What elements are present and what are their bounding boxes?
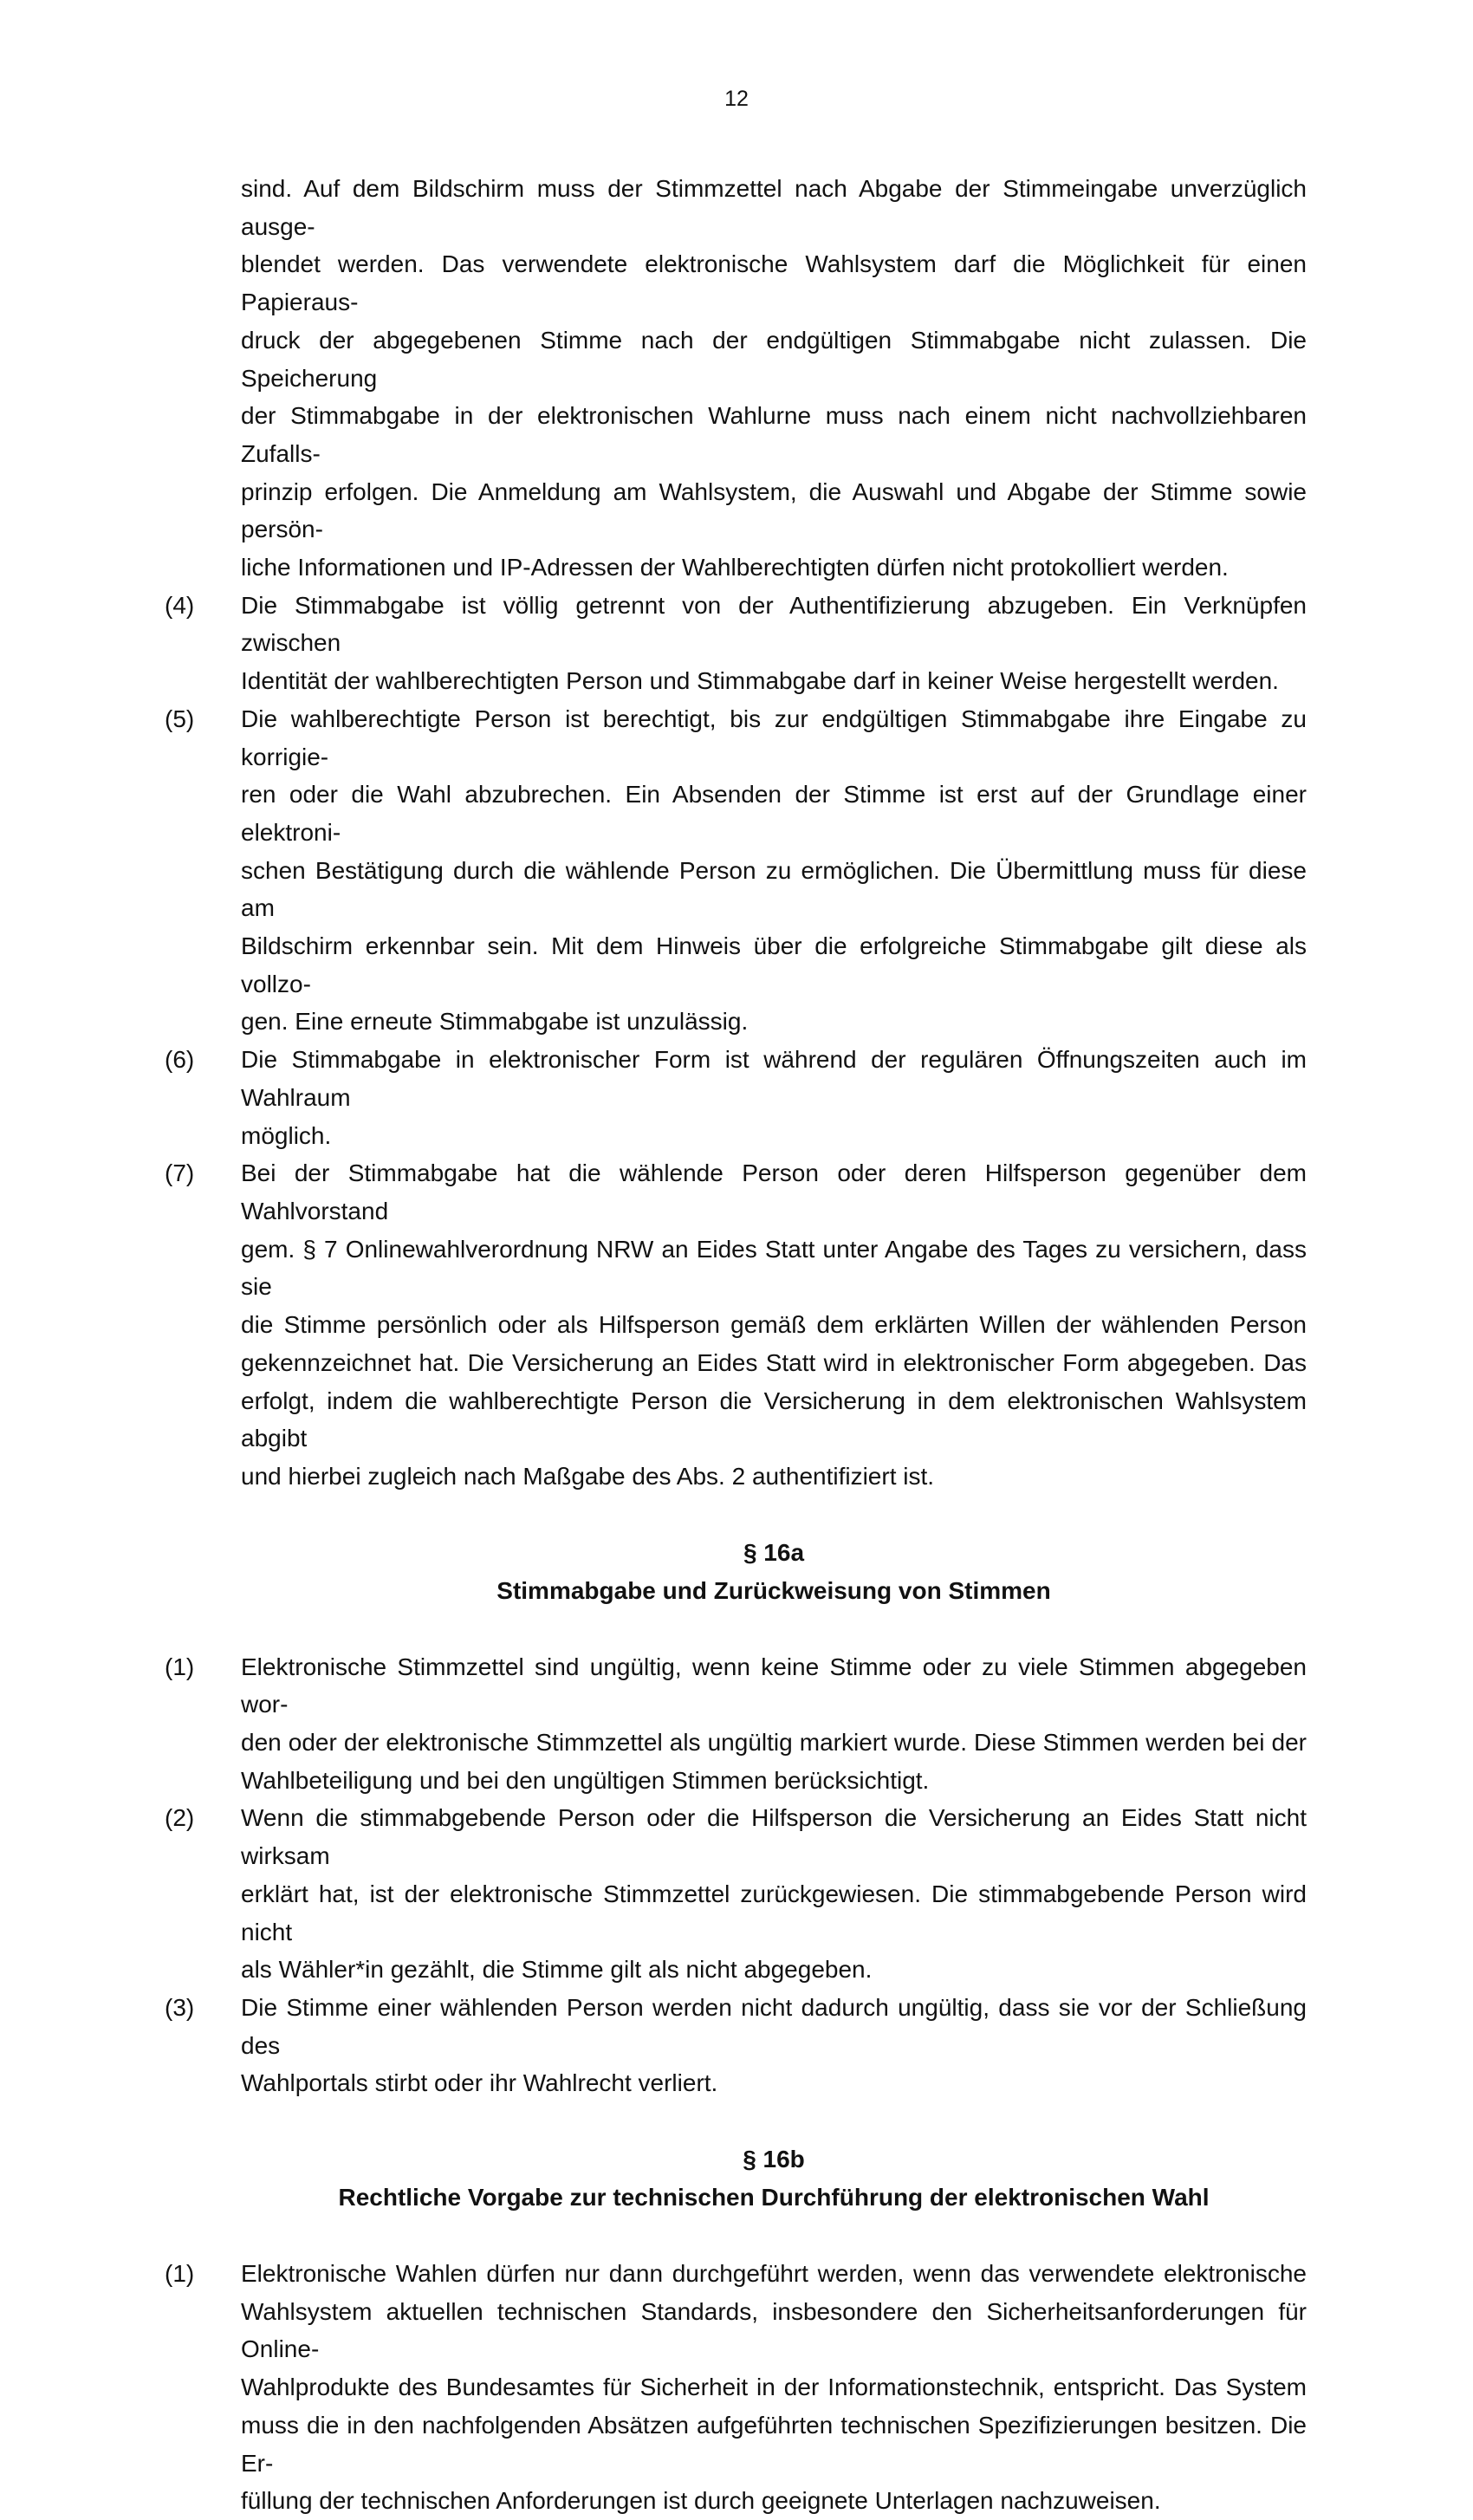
text-line: druck der abgegebenen Stimme nach der endgültigen Stimmabgabe nicht zulassen. Die Speicherung	[241, 326, 1307, 392]
text-line: der Stimmabgabe in der elektronischen Wahlurne muss nach einem nicht nachvollziehbaren Zufalls-	[241, 402, 1307, 467]
section-16a-number: § 16a	[743, 1538, 805, 1566]
text-line: Die Stimme einer wählenden Person werden nicht dadurch ungültig, dass sie vor der Schließung des	[241, 1993, 1307, 2059]
section-16b-paragraph-1	[165, 2255, 1307, 2520]
section-16a-paragraph-1	[165, 1648, 1307, 1800]
text-line: Identität der wahlberechtigten Person und Stimmabgabe darf in keiner Weise hergestellt werden.	[241, 667, 1279, 695]
paragraph-number: (4)	[165, 591, 195, 619]
text-line: Bei der Stimmabgabe hat die wählende Person oder deren Hilfsperson gegenüber dem Wahlvorstand	[241, 1159, 1307, 1224]
paragraph-number: (6)	[165, 1046, 195, 1074]
paragraph-5	[165, 700, 1307, 1041]
paragraph-number: (1)	[165, 2260, 195, 2288]
text-line: liche Informationen und IP-Adressen der Wahlberechtigten dürfen nicht protokolliert werden.	[241, 554, 1229, 581]
paragraph-6	[165, 1041, 1307, 1154]
text-line: Die Stimmabgabe ist völlig getrennt von der Authentifizierung abzugeben. Ein Verknüpfen zwischen	[241, 591, 1307, 657]
text-line: schen Bestätigung durch die wählende Person zu ermöglichen. Die Übermittlung muss für diese am	[241, 856, 1307, 922]
paragraph-number: (7)	[165, 1159, 195, 1187]
section-16a-paragraph-2	[165, 1799, 1307, 1989]
paragraph-text	[241, 170, 1307, 587]
section-16a-paragraph-3	[165, 1989, 1307, 2102]
paragraph-text	[241, 1799, 1307, 1989]
paragraph-4	[165, 587, 1307, 700]
text-line: sind. Auf dem Bildschirm muss der Stimmzettel nach Abgabe der Stimmeingabe unverzüglich ausge-	[241, 175, 1307, 240]
paragraph-number: (1)	[165, 1653, 195, 1680]
paragraph-number: (2)	[165, 1804, 195, 1832]
page-number: 12	[724, 87, 749, 111]
text-line: Wahlportals stirbt oder ihr Wahlrecht verliert.	[241, 2069, 718, 2097]
text-line: erfolgt, indem die wahlberechtigte Person die Versicherung in dem elektronischen Wahlsystem abgibt	[241, 1387, 1307, 1452]
paragraph-number: (5)	[165, 705, 195, 732]
text-line: Elektronische Wahlen dürfen nur dann durchgeführt werden, wenn das verwendete elektronische	[241, 2260, 1307, 2288]
text-line: gen. Eine erneute Stimmabgabe ist unzulässig.	[241, 1008, 749, 1036]
text-line: Die Stimmabgabe in elektronischer Form ist während der regulären Öffnungszeiten auch im Wahlraum	[241, 1046, 1307, 1111]
text-line: muss die in den nachfolgenden Absätzen aufgeführten technischen Spezifizierungen besitzen. Die Er-	[241, 2411, 1307, 2477]
text-line: blendet werden. Das verwendete elektronische Wahlsystem darf die Möglichkeit für einen Papieraus-	[241, 250, 1307, 316]
text-line: gem. § 7 Onlinewahlverordnung NRW an Eides Statt unter Angabe des Tages zu versichern, dass sie	[241, 1235, 1307, 1301]
text-line: Bildschirm erkennbar sein. Mit dem Hinweis über die erfolgreiche Stimmabgabe gilt diese als vollzo-	[241, 932, 1307, 997]
text-line: erklärt hat, ist der elektronische Stimmzettel zurückgewiesen. Die stimmabgebende Person wird nicht	[241, 1880, 1307, 1945]
text-line: den oder der elektronische Stimmzettel als ungültig markiert wurde. Diese Stimmen werden bei der	[241, 1729, 1307, 1757]
text-line: als Wähler*in gezählt, die Stimme gilt als nicht abgegeben.	[241, 1956, 873, 1984]
paragraph-text	[241, 587, 1307, 700]
text-line: Die wahlberechtigte Person ist berechtigt, bis zur endgültigen Stimmabgabe ihre Eingabe zu korrigie-	[241, 705, 1307, 770]
text-line: Wahlsystem aktuellen technischen Standards, insbesondere den Sicherheitsanforderungen für Online-	[241, 2297, 1307, 2363]
paragraph-text	[241, 1648, 1307, 1800]
text-line: Wahlbeteiligung und bei den ungültigen Stimmen berücksichtigt.	[241, 1766, 930, 1794]
section-16a-title: Stimmabgabe und Zurückweisung von Stimmen	[496, 1576, 1051, 1604]
text-line: und hierbei zugleich nach Maßgabe des Abs. 2 authentifiziert ist.	[241, 1462, 935, 1490]
text-line: füllung der technischen Anforderungen ist durch geeignete Unterlagen nachzuweisen.	[241, 2487, 1161, 2515]
paragraph-text	[241, 700, 1307, 1041]
paragraph-7	[165, 1154, 1307, 1495]
text-line: die Stimme persönlich oder als Hilfsperson gemäß dem erklärten Willen der wählenden Person	[241, 1311, 1307, 1339]
text-line: Wenn die stimmabgebende Person oder die Hilfsperson die Versicherung an Eides Statt nicht wirksam	[241, 1804, 1307, 1870]
text-line: Elektronische Stimmzettel sind ungültig, wenn keine Stimme oder zu viele Stimmen abgegeben wor-	[241, 1653, 1307, 1718]
paragraph-text	[241, 1989, 1307, 2102]
continuation-paragraph	[165, 170, 1307, 587]
paragraph-text	[241, 2255, 1307, 2520]
text-line: Wahlprodukte des Bundesamtes für Sicherheit in der Informationstechnik, entspricht. Das System	[241, 2374, 1307, 2401]
text-line: möglich.	[241, 1121, 332, 1149]
text-line: gekennzeichnet hat. Die Versicherung an Eides Statt wird in elektronischer Form abgegeben. Das	[241, 1348, 1307, 1376]
text-line: prinzip erfolgen. Die Anmeldung am Wahlsystem, die Auswahl und Abgabe der Stimme sowie persön-	[241, 477, 1307, 543]
section-16b-title: Rechtliche Vorgabe zur technischen Durchführung der elektronischen Wahl	[338, 2184, 1210, 2211]
paragraph-text	[241, 1154, 1307, 1495]
paragraph-number: (3)	[165, 1993, 195, 2021]
text-line: ren oder die Wahl abzubrechen. Ein Absenden der Stimme ist erst auf der Grundlage einer elektroni-	[241, 781, 1307, 846]
section-16b-number: § 16b	[743, 2146, 805, 2173]
paragraph-text	[241, 1041, 1307, 1154]
document-body	[165, 170, 1307, 2520]
